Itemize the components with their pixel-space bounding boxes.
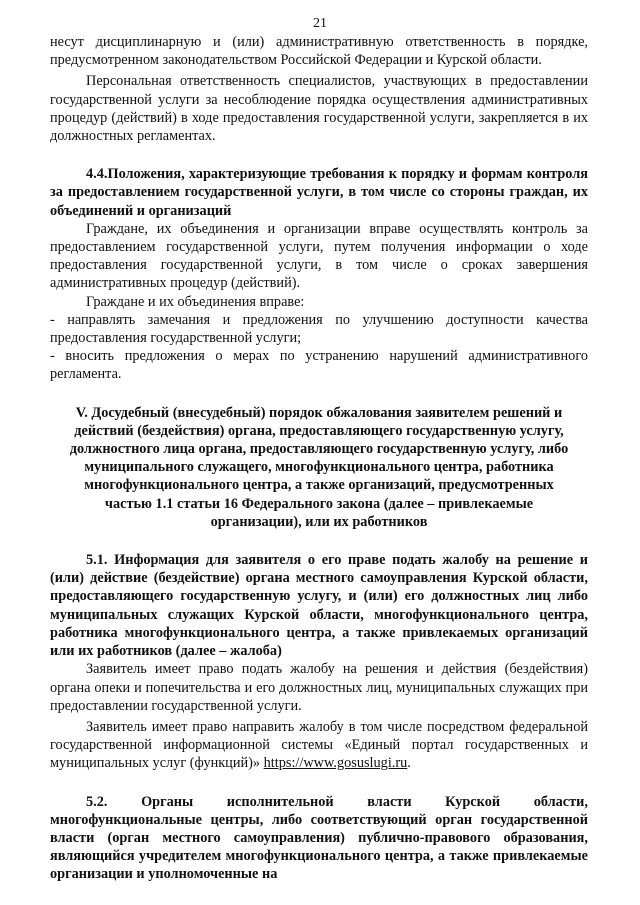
- paragraph-citizen-control: Граждане, их объединения и организации вправе осуществлять контроль за предоставлением государственной услуги, путем получения информации о ходе предоставления государственной услуги, в том числе о сроках завершения административных процедур (действий).: [50, 220, 588, 292]
- page-number: 21: [313, 16, 327, 31]
- section-heading-5-1: 5.1. Информация для заявителя о его праве подать жалобу на решение и (или) действие (бездействие) органа местного самоуправления Курской области, предоставляющего государственную услугу, и (или) его должностных лиц либо муниципальных служащих Курской области, многофункционального центра, работника многофункционального центра, а также привлекаемых организаций или их работников (далее – жалоба): [50, 552, 588, 660]
- chapter-heading-v: V. Досудебный (внесудебный) порядок обжалования заявителем решений и действий (бездействия) органа, предоставляющего государственную услугу, должностного лица органа, предоставляющего государственную услугу, либо муниципального служащего, многофункционального центра, работника многофункционального центра, а также организаций, предусмотренных частью 1.1 статьи 16 Федерального закона (далее – привлекаемые организации), или их работников: [69, 404, 569, 530]
- paragraph-complaint-right: Заявитель имеет право подать жалобу на решения и действия (бездействия) органа опеки и попечительства и его должностных лиц, муниципальных служащих при предоставлении государственной услуги.: [50, 661, 588, 714]
- paragraph-responsibility: несут дисциплинарную и (или) административную ответственность в порядке, предусмотренном законодательством Российской Федерации и Курской области.: [50, 34, 588, 69]
- list-item-proposals: - вносить предложения о мерах по устранению нарушений административного регламента.: [50, 348, 588, 383]
- section-heading-4-4: 4.4.Положения, характеризующие требования к порядку и формам контроля за предоставлением государственной услуги, в том числе со стороны граждан, их объединений и организаций: [50, 166, 588, 219]
- gosuslugi-link[interactable]: https://www.gosuslugi.ru: [263, 755, 408, 772]
- document-body: [50, 33, 588, 884]
- paragraph-complaint-portal: [50, 718, 588, 773]
- section-heading-5-2: 5.2. Органы исполнительной власти Курской области, многофункциональные центры, либо соответствующий орган государственной власти (орган местного самоуправления) публично-правового образования, являющийся учредителем многофункционального центра, а также привлекаемые организации и уполномоченные на: [50, 793, 588, 883]
- list-item-remarks: - направлять замечания и предложения по улучшению доступности качества предоставления государственной услуги;: [50, 311, 588, 347]
- paragraph-citizen-rights: Граждане и их объединения вправе:: [86, 293, 305, 310]
- paragraph-personal-responsibility: Персональная ответственность специалистов, участвующих в предоставлении государственной услуги за несоблюдение порядка осуществления административных процедур (действий) в ходе предоставления государственной услуги, закрепляется в их должностных регламентах.: [50, 73, 588, 145]
- portal-period: .: [407, 755, 411, 772]
- portal-text: Заявитель имеет право направить жалобу в том числе посредством федеральной государственной информационной системы «Единый портал государственных и муниципальных услуг (функций)»: [50, 718, 588, 772]
